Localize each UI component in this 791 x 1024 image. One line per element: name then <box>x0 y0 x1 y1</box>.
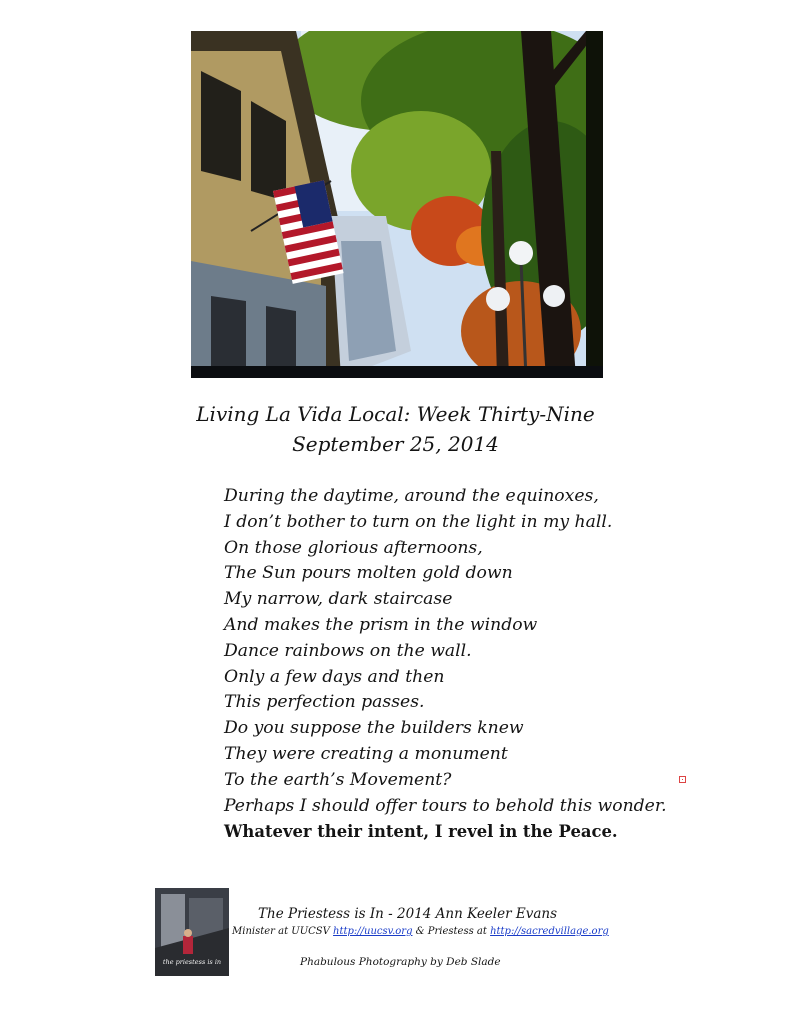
priestess-prefix: & Priestess at <box>415 926 487 937</box>
poem-line: The Sun pours molten gold down <box>224 563 513 584</box>
minister-line <box>232 926 609 937</box>
document-date: September 25, 2014 <box>292 432 499 456</box>
minister-prefix: Minister at UUCSV <box>232 926 330 937</box>
poem-line: To the earth’s Movement? <box>224 769 452 790</box>
uucsv-link[interactable]: http://uucsv.org <box>333 926 413 937</box>
poem-line: Perhaps I should offer tours to behold this wonder. <box>224 795 667 816</box>
poem-line: On those glorious afternoons, <box>224 537 483 558</box>
sacred-village-link[interactable]: http://sacredvillage.org <box>490 926 609 937</box>
poem-line: They were creating a monument <box>224 743 508 764</box>
document-title: Living La Vida Local: Week Thirty-Nine <box>196 402 595 426</box>
poem-line: I don’t bother to turn on the light in my hall. <box>224 511 613 532</box>
annotation-marker-icon <box>679 776 686 783</box>
poem-line: And makes the prism in the window <box>224 614 538 635</box>
poem-line: My narrow, dark staircase <box>224 589 453 610</box>
photo-credit: Phabulous Photography by Deb Slade <box>300 956 501 968</box>
thumbnail-caption: the priestess is in <box>162 958 222 966</box>
poem-line: During the daytime, around the equinoxes, <box>224 486 599 506</box>
poem <box>224 484 667 845</box>
priestess-thumbnail <box>155 888 229 976</box>
credit-line: The Priestess is In - 2014 Ann Keeler Evans <box>258 906 558 922</box>
poem-line: This perfection passes. <box>224 692 425 713</box>
poem-line: Only a few days and then <box>224 666 445 687</box>
poem-line-final: Whatever their intent, I revel in the Peace. <box>224 822 618 842</box>
poem-line: Dance rainbows on the wall. <box>224 640 472 661</box>
header-photo <box>191 31 603 378</box>
poem-line: Do you suppose the builders knew <box>224 718 524 739</box>
